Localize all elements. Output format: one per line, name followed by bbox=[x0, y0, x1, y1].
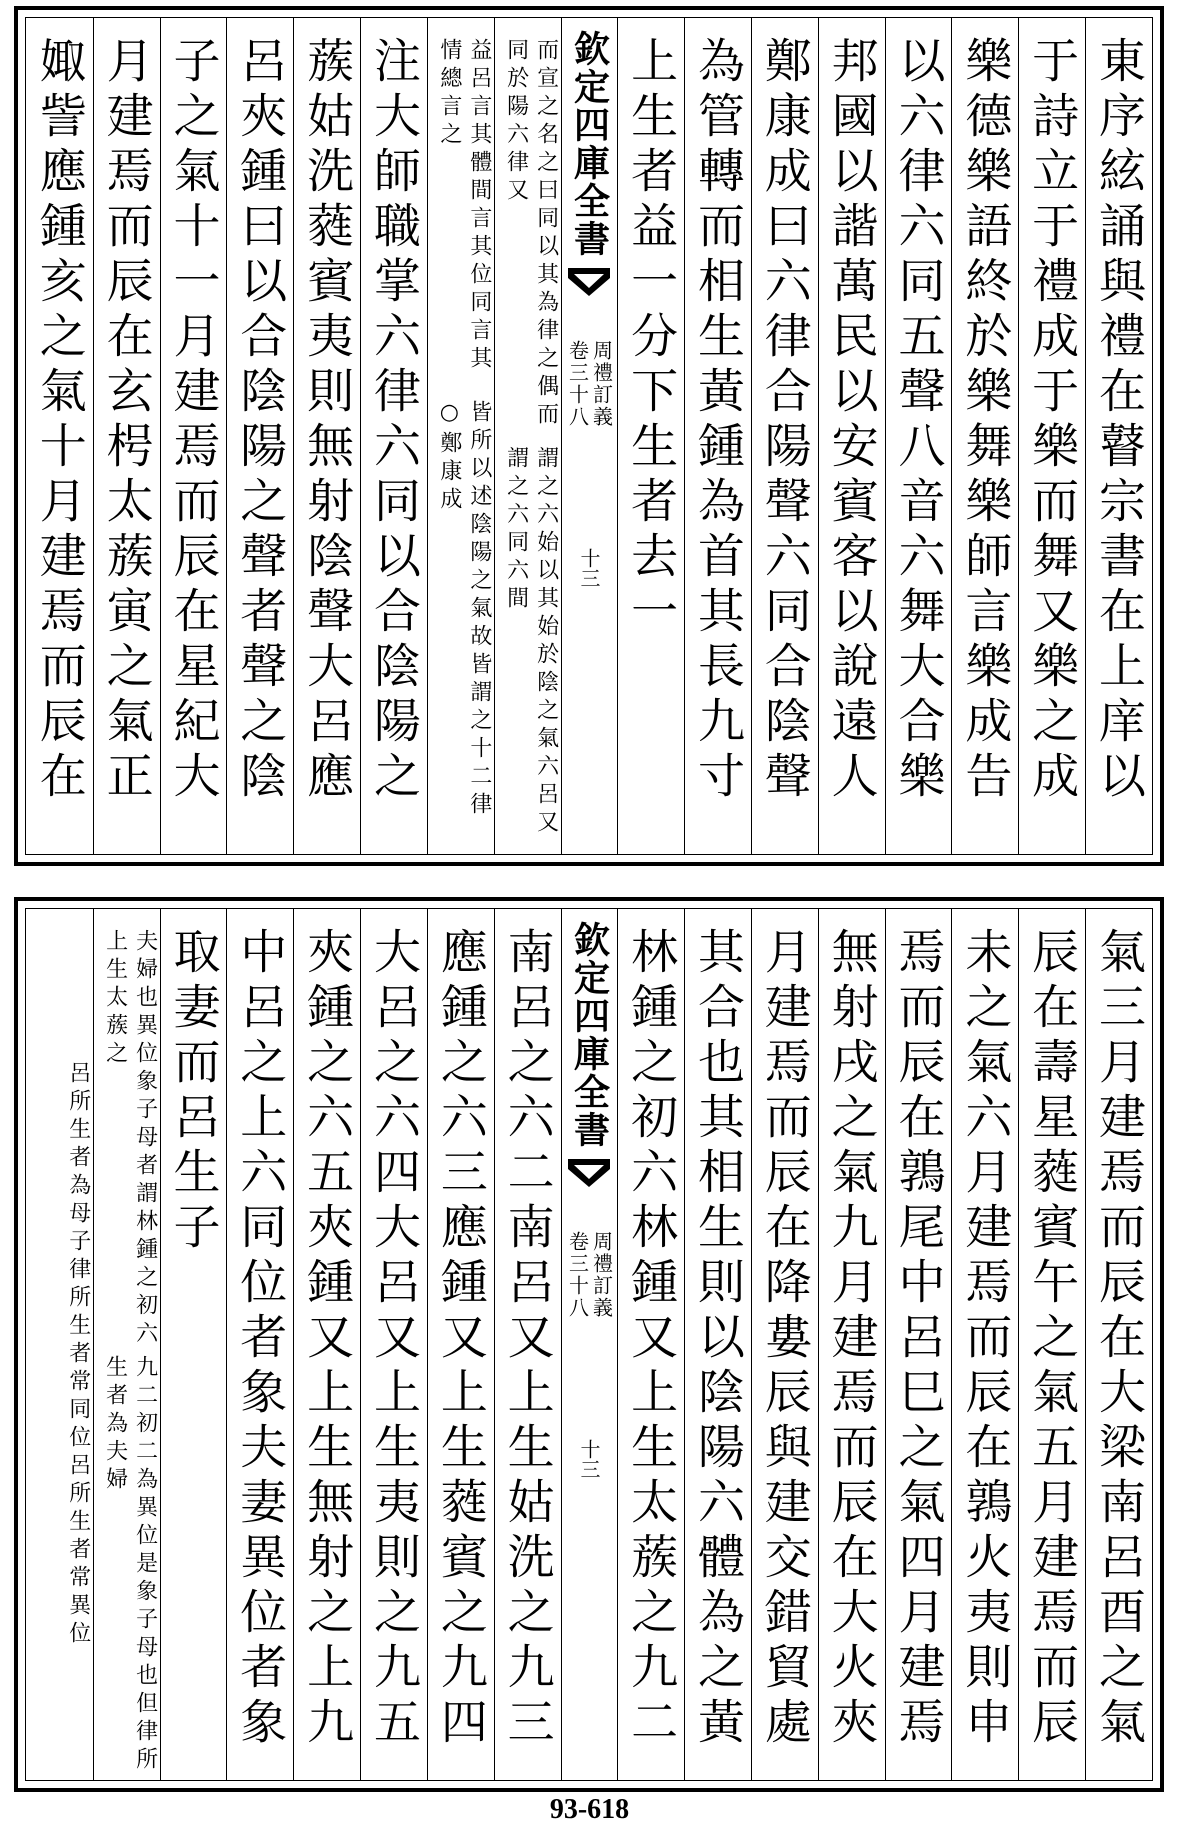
annotation-column bbox=[93, 909, 160, 1780]
volume-label bbox=[566, 340, 612, 428]
upper-page-panel bbox=[14, 6, 1164, 866]
annotation-line: 常同位呂所生者常異位 bbox=[65, 1368, 91, 1649]
volume-label-line: 周禮訂義 bbox=[589, 1231, 614, 1319]
text-column: 中呂之上六同位者象夫妻異位者象 bbox=[226, 909, 293, 1780]
upper-page-frame bbox=[25, 17, 1153, 855]
text-column: 子之氣十一月建焉而辰在星紀大 bbox=[160, 18, 227, 854]
fish-tail-icon bbox=[566, 1155, 612, 1191]
text-column: 月建焉而辰在玄枵太蔟寅之氣正 bbox=[93, 18, 160, 854]
folio-number: 十三 bbox=[576, 548, 601, 588]
annotation-column bbox=[494, 18, 561, 854]
text-column: 辰在壽星蕤賓午之氣五月建焉而辰 bbox=[1018, 909, 1085, 1780]
text-column: 林鍾之初六林鍾又上生太蔟之九二 bbox=[617, 909, 684, 1780]
volume-label-line: 卷三十八 bbox=[565, 1231, 590, 1319]
center-fold-column bbox=[561, 909, 618, 1780]
lower-page-frame bbox=[25, 908, 1153, 1781]
text-column: 為管轉而相生黃鍾為首其長九寸 bbox=[684, 18, 751, 854]
text-column: 未之氣六月建焉而辰在鶉火夷則申 bbox=[951, 909, 1018, 1780]
annotation-line: 謂之六始以其始於陰之氣六呂又謂之六同六間 bbox=[503, 446, 559, 838]
center-fold-column bbox=[561, 18, 618, 854]
volume-label bbox=[566, 1231, 612, 1319]
volume-label-line: 卷三十八 bbox=[565, 340, 590, 428]
annotation-line: 夫婦也異位象子母者謂林鍾之初六上生太蔟之 bbox=[102, 929, 158, 1349]
book-title: 欽定四庫全書 bbox=[568, 921, 611, 1149]
text-column: 應鍾之六三應鍾又上生蕤賓之九四 bbox=[427, 909, 494, 1780]
annotation-line: 而宣之名之曰同以其為律之偶而同於陽六律又 bbox=[503, 38, 559, 430]
main-text: 上生者益一分下生者去一 bbox=[623, 36, 679, 641]
annotation-line: 九二初二為異位是象子母也但律所生者為夫婦 bbox=[102, 1354, 158, 1775]
text-column: 蔟姑洗蕤賓夷則無射陰聲大呂應 bbox=[293, 18, 360, 854]
text-column: 娵訾應鍾亥之氣十月建焉而辰在 bbox=[31, 36, 87, 806]
text-column: 東序絃誦與禮在瞽宗書在上庠以 bbox=[1085, 18, 1152, 854]
text-column: 月建焉而辰在降婁辰與建交錯貿處 bbox=[751, 909, 818, 1780]
upper-text-columns bbox=[26, 18, 1152, 854]
volume-label-line: 周禮訂義 bbox=[589, 340, 614, 428]
text-column: 氣三月建焉而辰在大梁南呂酉之氣 bbox=[1085, 909, 1152, 1780]
text-column: 無射戌之氣九月建焉而辰在大火夾 bbox=[818, 909, 885, 1780]
text-column: 焉而辰在鶉尾中呂巳之氣四月建焉 bbox=[885, 909, 952, 1780]
page-number: 93-618 bbox=[549, 1794, 630, 1825]
text-column: 注大師職掌六律六同以合陰陽之 bbox=[360, 18, 427, 854]
text-column: 邦國以諧萬民以安賓客以說遠人 bbox=[818, 18, 885, 854]
text-column: 夾鍾之六五夾鍾又上生無射之上九 bbox=[293, 909, 360, 1780]
text-column: 大呂之六四大呂又上生夷則之九五 bbox=[360, 909, 427, 1780]
text-column-with-annotation bbox=[617, 18, 684, 854]
annotation-column bbox=[427, 18, 494, 854]
text-column: 鄭康成曰六律合陽聲六同合陰聲 bbox=[751, 18, 818, 854]
annotation-line: 皆所以述陰陽之氣故皆謂之十二律 ○鄭康成 bbox=[436, 399, 492, 848]
text-column: 樂德樂語終於樂舞樂師言樂成告 bbox=[951, 18, 1018, 854]
text-column-with-annotation bbox=[160, 909, 227, 1780]
annotation-line: 呂所生者為母子律所生者 bbox=[65, 1060, 91, 1369]
book-title: 欽定四庫全書 bbox=[568, 30, 611, 258]
lower-text-columns bbox=[26, 909, 1152, 1780]
text-column: 呂夾鍾曰以合陰陽之聲者聲之陰 bbox=[226, 18, 293, 854]
main-text: 取妻而呂生子 bbox=[165, 927, 221, 1257]
annotation-line: 益呂言其體間言其位同言其情總言之 bbox=[436, 38, 492, 374]
text-column: 其合也其相生則以陰陽六體為之黃 bbox=[684, 909, 751, 1780]
annotation-column bbox=[26, 909, 93, 1780]
text-column: 以六律六同五聲八音六舞大合樂 bbox=[885, 18, 952, 854]
folio-number: 十三 bbox=[576, 1439, 601, 1479]
text-column: 南呂之六二南呂又上生姑洗之九三 bbox=[494, 909, 561, 1780]
text-column: 于詩立于禮成于樂而舞又樂之成 bbox=[1018, 18, 1085, 854]
lower-page-panel bbox=[14, 897, 1164, 1792]
fish-tail-icon bbox=[566, 264, 612, 300]
